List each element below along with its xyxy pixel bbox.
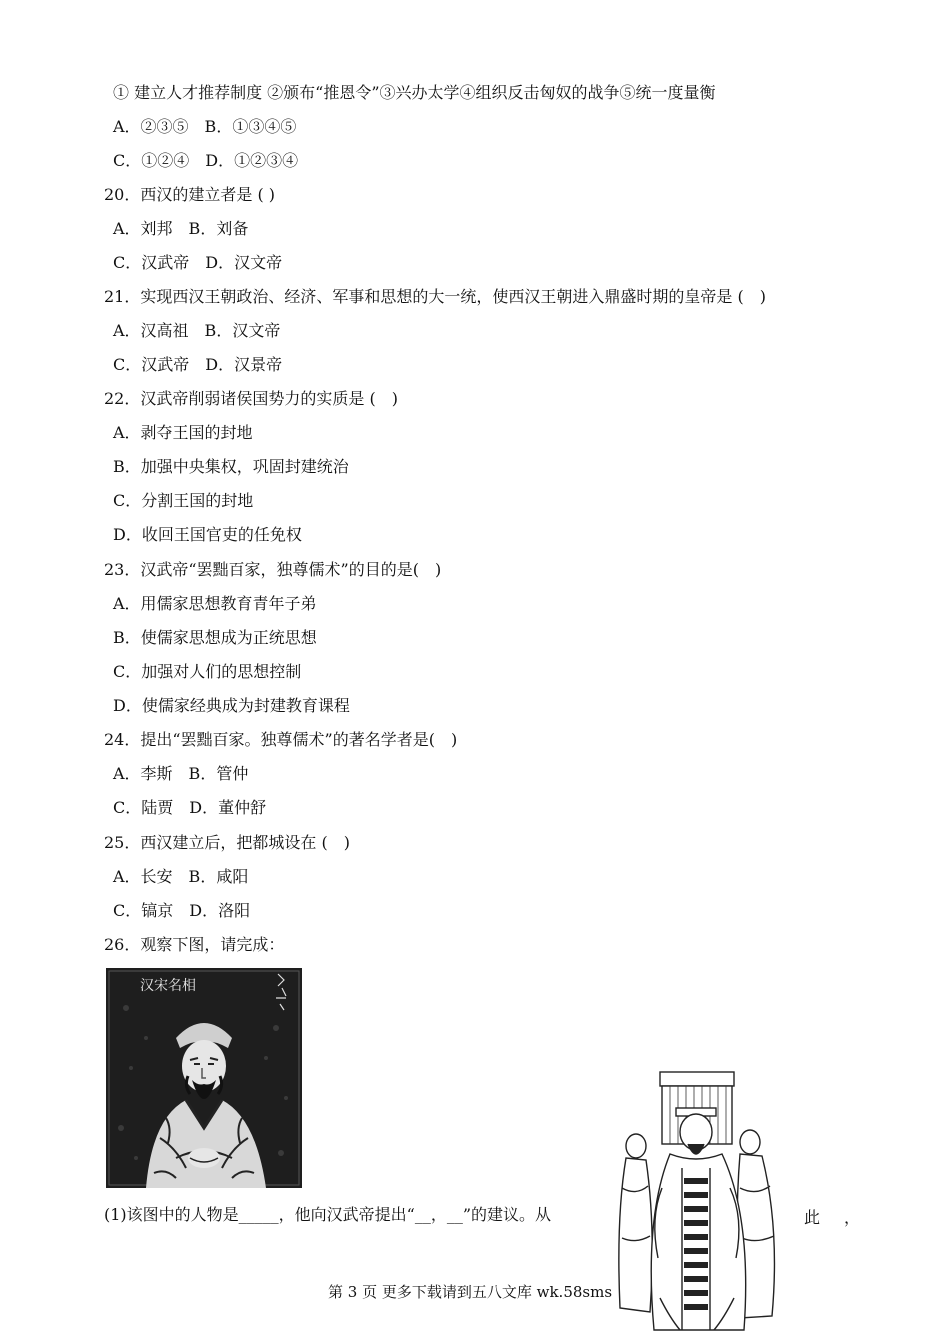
- scholar-portrait-image: [106, 968, 302, 1188]
- q26-sub1-trail-2: ，: [844, 1208, 861, 1227]
- q22-option-c: C．分割王国的封地: [113, 491, 254, 510]
- q23-option-d: D．使儒家经典成为封建教育课程: [113, 696, 350, 715]
- emperor-illustration-image: [610, 1068, 788, 1342]
- question-26-stem: 26．观察下图，请完成：: [104, 935, 285, 954]
- q25-option-line-1: A．长安 B．咸阳: [113, 867, 249, 886]
- q22-option-a: A．剥夺王国的封地: [113, 423, 253, 442]
- q25-option-line-2: C．镐京 D．洛阳: [113, 901, 251, 920]
- q19-option-line-2: C．①②④ D．①②③④: [113, 151, 299, 170]
- q26-sub1-trail-1: 此: [804, 1208, 821, 1227]
- q19-option-line-1: A．②③⑤ B．①③④⑤: [113, 117, 297, 136]
- question-20-stem: 20．西汉的建立者是 ( ): [104, 185, 276, 204]
- q24-option-line-2: C．陆贾 D．董仲舒: [113, 798, 267, 817]
- q21-option-line-2: C．汉武帝 D．汉景帝: [113, 355, 283, 374]
- question-24-stem: 24．提出“罢黜百家。独尊儒术”的著名学者是( ): [104, 730, 458, 749]
- q21-option-line-1: A．汉高祖 B．汉文帝: [113, 321, 281, 340]
- q23-option-c: C．加强对人们的思想控制: [113, 662, 302, 681]
- question-23-stem: 23．汉武帝“罢黜百家，独尊儒术”的目的是( ): [104, 560, 442, 579]
- question-26-sub1: (1)该图中的人物是_____，他向汉武帝提出“__，__”的建议。从: [104, 1205, 552, 1224]
- q24-option-line-1: A．李斯 B．管仲: [113, 764, 249, 783]
- page-footer: 第 3 页 更多下载请到五八文库 wk.58sms: [328, 1283, 613, 1301]
- q20-option-line-1: A．刘邦 B．刘备: [113, 219, 249, 238]
- portrait-caption: 汉宋名相: [140, 978, 196, 994]
- question-21-stem: 21．实现西汉王朝政治、经济、军事和思想的大一统，使西汉王朝进入鼎盛时期的皇帝是 ( ): [104, 287, 766, 306]
- q22-option-b: B．加强中央集权，巩固封建统治: [113, 457, 349, 476]
- question-25-stem: 25．西汉建立后，把都城设在 ( ): [104, 833, 350, 852]
- q20-option-line-2: C．汉武帝 D．汉文帝: [113, 253, 283, 272]
- q23-option-b: B．使儒家思想成为正统思想: [113, 628, 317, 647]
- question-22-stem: 22．汉武帝削弱诸侯国势力的实质是 ( ): [104, 389, 398, 408]
- question-19-statements: ① 建立人才推荐制度 ②颁布“推恩令”③兴办太学④组织反击匈奴的战争⑤统一度量衡: [113, 83, 716, 102]
- q22-option-d: D．收回王国官吏的任免权: [113, 525, 302, 544]
- q23-option-a: A．用儒家思想教育青年子弟: [113, 594, 317, 613]
